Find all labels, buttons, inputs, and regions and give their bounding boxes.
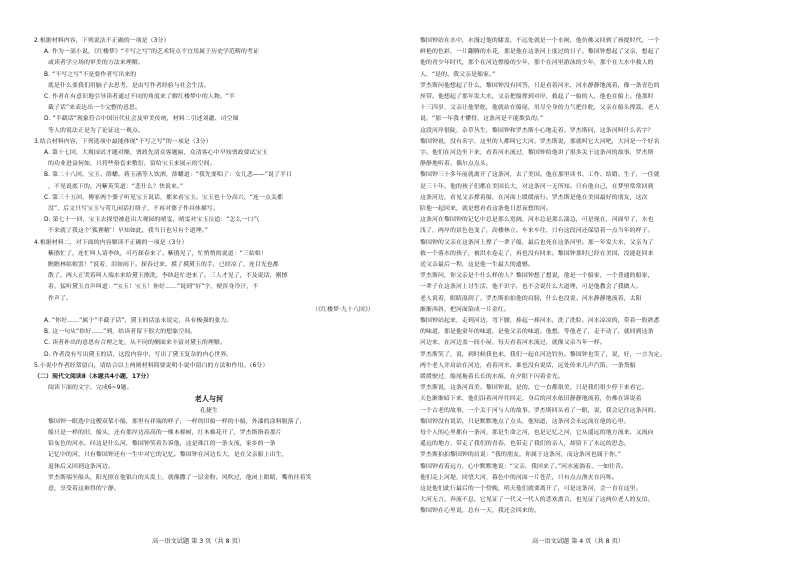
text-line: A. 第十七回，大观园试才题对额，贾政先请众客题匾，众清客心中早知贾政要试宝玉 [44, 150, 268, 156]
text-line: 人，“是的，我父亲是船家。” [420, 71, 496, 78]
text-line: 罗杰斯拍拍黎国钟的肩说：“我的朋友，你属于这条河，而这条河也属于你。” [420, 452, 622, 459]
text-line: （二）现代文阅读Ⅱ（本题共4小题，17分） [34, 374, 153, 380]
text-line: D. “半截话”现象符合中国历代社会及审美传统，材料二引述刘勰、司空图 [44, 116, 239, 123]
text-line: 4.根据材料二，对下面的内容解读不正确的一项是（3分） [34, 239, 188, 246]
text-line: 5.小说中作者经常留白，请结合以上两则材料简要说明小说中留白的方法和作用。（6分） [34, 362, 269, 369]
text-line: 没”，后文只写宝玉与莺儿闲话打络子，不再对婆子作具体描写。 [48, 206, 219, 212]
text-line: 3.结合材料内容，下列选项中最能体现“不写之写”的一项是（3分） [34, 138, 212, 145]
text-line: 黎国钟看着远方，心中默默地说：“父亲，我回来了。”河水流淌着，一如往昔。 [420, 463, 628, 470]
text-line: 铅灰色的河水，问这是什么河，黎国钟笑着告诉他，这是珠江的一条支流，家乡的一条 [48, 441, 276, 448]
text-line: 河边来，在河边盖一间小屋，每天看着河水流过，就像父亲当年一样。 [420, 340, 606, 347]
text-line: 截子话”来表达出一个完整的意思。 [48, 105, 142, 112]
text-line: B. 这一句从“你好……”到，给读者留下很大的想象空间。 [44, 329, 197, 336]
text-line: 着，猛听黛玉直声叫道：“宝玉！宝玉！你好……”说到“好”字，便浑身冷汗，不 [48, 284, 259, 291]
text-line: 散了。两人正哭着叫人端水来给黛玉擦洗，李纨赶忙进来了。三人才见了，不及说话，刚擦 [48, 273, 288, 280]
text-line: 渐渐西斜，把河面染成一片金红。 [420, 306, 510, 313]
text-line: 送父亲最后一程，这是他一生最大的遗憾。 [420, 262, 534, 268]
text-line: 救一个落水的孩子，被洪水卷走了，再也没有回来。黎国钟那时已经在美国，没能赶回来 [420, 250, 654, 257]
text-line: 船只是一样的旧，船头，还有那岸边高高的一棵木棉树，红木棉花开了，罗杰斯指着那片 [48, 430, 282, 436]
text-line: 缓缓驶过，船尾拖着长长的水痕，在夕阳下闪着金光。 [420, 374, 564, 380]
text-line: D. 作者没有写出黛玉的话，这段内容中，写出了黛玉复杂的内心世界。 [44, 351, 233, 358]
text-line: 等人的说法正是为了论证这一观点。 [48, 127, 144, 134]
footer-right-page-number: 高一语文试题 第 4 页（共 8 页） [532, 538, 624, 545]
right-column [410, 36, 760, 526]
text-line: 黎国钟没有说话，只是默默地点了点头，他知道，这条河会永远流在他的心里。 [420, 418, 630, 425]
text-line: 这条河在黎国钟的记忆中总是那么宽阔，河水总是那么湍急，可是现在，河面窄了，水也 [420, 217, 654, 224]
text-line: 意，享受着这难得的宁静。 [48, 486, 120, 492]
text-line: 不来就了我这个‘狐狸精’！早知如此，我当日也另有个道理。” [48, 228, 208, 235]
text-line: 孔捷生 [200, 407, 218, 414]
text-line: （《红楼梦·九十八回》） [312, 306, 374, 313]
text-line: 老人说着，眼睛湿润了。罗杰斯拍拍他的肩膀，什么也没说。河水静静地流着，太阳 [420, 295, 642, 302]
text-line: A. “你好……”属于“半截子话”，黛玉的话虽未说完，具有极强的张力。 [44, 318, 233, 324]
text-line: A. 作为一部小说，《红楼梦》“不写之写”的艺术特点不宜用属于历史学范畴的考证 [44, 49, 260, 56]
text-line: 黎国钟站在水中，水漫过他的膝盖，不远处就是一个水闸，他仿佛又回到了孩提时代，一个 [420, 38, 660, 44]
text-line: B. “不写之写”不是要作者写出来的 [44, 71, 137, 78]
text-line: C. 第三十五回，傅家两个婆子听见宝玉说话，都来看宝玉。宝玉也十分高兴，“连一点关都 [44, 194, 283, 201]
text-line: 黎国钟一眼选中这艘双桨小船，那里有祥瑞的样子，一样的旧船一样的小船，外漆的涂料脱落了， [48, 418, 306, 425]
text-line: 遥远的地方，带走了我们的青春，也带走了我们的亲人，却留下了永远的思念。 [420, 441, 630, 448]
text-line: 底是什么要我们用脑子去思考，是由写作者经验与社会生活。 [48, 82, 210, 89]
text-line: 紫鹃忙了，连忙叫人请李纨，可巧探春来了。紫鹃见了，忙悄悄的说道：“三姑娘！ [48, 250, 267, 257]
text-line: 说，“那一年我才懂得，这条河是不能欺负的。” [420, 116, 544, 123]
text-line: 大河无言，奔流不息，它见证了一代又一代人的悲欢离合，也见证了这两位老人的友谊。 [420, 497, 654, 504]
text-line: B. 第二十八回，宝玉、薛蟠、蒋玉菡等人饮酒，薛蟠道：“我先要唱了：女儿悲——”说了半日 [44, 172, 293, 179]
text-line: 作声了。 [48, 295, 72, 302]
text-line: C. 作者在有意识地引导读者通过不同的角度来了解红楼梦中的人物。“半 [44, 94, 236, 100]
text-line: 是三十年。他的孩子们都在美国长大，对这条河一无所知。只有他自己，在梦里常常回到 [420, 183, 654, 190]
text-line: 一辈子在这条河上讨生活，他不识字，也不会说什么大道理，可是他教会了我做人。 [420, 284, 642, 291]
text-line: 黎国钟站起来，走到河边，弯下腰，捧起一捧河水，洗了洗脸。河水凉凉的，带着一股熟悉 [420, 318, 660, 324]
text-line: C. 读者补出的意思有合理之处，从不同的侧面来丰富对黛玉的理解。 [44, 340, 226, 347]
text-line: 罗杰斯笑了，说，到时候我也来，我们一起在河边钓鱼。黎国钟也笑了，说，好，一言为定。 [420, 351, 666, 358]
text-line: 两个老人并肩站在河边，看着河水，谁也没有说话，远处传来几声汽笛，一条货船 [420, 362, 636, 369]
text-line: 2.根据材料内容，下列说法不正确的一项是（3分） [34, 38, 170, 44]
text-line: 他的青少年时代，那个在河边撑船的少年，那个在河里游泳的少年，那个在大水中救人的 [420, 60, 654, 67]
text-line: 的功业进益何如，只将些俗套来敷衍，留给宝玉来展示的空间。 [48, 161, 216, 168]
text-line: 静静地听着，偶尔点点头。 [420, 161, 492, 168]
text-line: 黎国钟的父亲在这条河上撑了一辈子船，最后也死在这条河里。那一年发大水，父亲为了 [420, 239, 654, 246]
text-line: 阅读下面的文字，完成6~9题。 [48, 385, 133, 392]
text-line: 这条河边，看见父亲撑着船，在河面上缓缓前行。罗杰斯是他在美国最好的朋友，这次 [420, 194, 648, 201]
text-line: 或读者学立场的审美的方法来理解。 [48, 60, 144, 67]
text-line: 黎国钟三十多年前就离开了这条河，去了美国。他在那里读书、工作、结婚、生子，一住就 [420, 172, 660, 179]
text-line: 陪他一起回来，就是想看看这条他日思夜想的河。 [420, 206, 552, 212]
text-line: 罗杰斯端坐船头，阳光照在他银白的头发上，就像撒了一层金粉。风吹过，他闭上眼睛，嘴角挂着笑 [48, 474, 312, 481]
left-column [34, 36, 384, 526]
text-line: 这段河岸很陡，杂草丛生，黎国钟和罗杰斯小心地走着。罗杰斯问，这条河叫什么名字？ [420, 127, 654, 134]
text-line: 的味道，那是他童年的味道，是他父亲的味道。他想，等他老了，走不动了，就回到这条 [420, 329, 654, 336]
text-line: 字。他们在河边坐下来，看着河水流过，黎国钟给他讲了很多关于这条河的故事，罗杰斯 [420, 150, 654, 156]
text-line: 天色渐渐暗下来，他们沿着河岸往回走，身后的河水依旧静静地流着，仿佛在诉说着 [420, 396, 642, 403]
text-line: ，不见说底下的。冯紫英笑道：“悲什么？快说来。” [48, 183, 184, 190]
text-line: 黎国钟在心里说，总有一天，我还会回来的。 [420, 508, 540, 515]
footer-left-page-number: 高一语文试题 第 3 页（共 8 页） [152, 538, 244, 545]
text-line: 罗杰斯说，这条河真美。黎国钟说，是的，它一直都很美，只是我们很少停下来看它。 [420, 385, 648, 392]
text-line: 十三四岁，父亲让他掌舵，他就站在船尾，用尽全身的力气把住舵，父亲在船头撑篙。老人 [420, 105, 660, 112]
text-line: 罗杰斯问他想起了什么，黎国钟没有回答，只是看着河水，河水静静地流着，像一条青色的 [420, 82, 660, 89]
text-line: 丝带。他想起了那年发大水，父亲把船撑到对岸，救起了一船的人，他也在船上。他那时 [420, 94, 654, 100]
text-line: 罗杰斯问，你父亲是个什么样的人？黎国钟想了想说，他是一个船家，一个普通的船家， [420, 273, 654, 280]
text-line: 瞧瞧林姑娘罢！”说着，泪如雨下。探春过来，摸了摸黛玉的手，已经凉了，连目光也都 [48, 262, 279, 268]
text-line: 记忆中的河，只有黎国钟还有一生中对它的记忆。黎国钟在河边长大，是在父亲船上出生， [48, 452, 288, 459]
text-line: 他们走上河堤，回望大河，暮色中的河面一片苍茫，只有点点渔火在闪烁。 [420, 474, 618, 481]
text-line: 老人与河 [194, 395, 224, 404]
text-line: 退休后又回到这条河边。 [48, 463, 114, 470]
text-line: 一个古老的故事，一个关于河与人的故事。罗杰斯回头看了一眼，说，我会记住这条河的。 [420, 407, 660, 414]
text-line: 这是他们此行最后的一个傍晚，明天他们就要离开了，可是这条河，会一直在这里。 [420, 486, 642, 492]
text-line: 黎国钟说，没有名字，这里的人都叫它大河。罗杰斯说，那就叫它大河吧，大河是一个好名 [420, 138, 660, 145]
text-line: 鲜艳的色彩，一片翻腾的水花，那是他在这条河上度过的日子。黎国钟想起了父亲，想起了 [420, 49, 660, 56]
text-line: 浅了，两岸的景色也变了，高楼林立，车来车往，只有这段河还保留着一点当年的样子。 [420, 228, 654, 235]
text-line: 每个人的心里都有一条河，那是生命之河，也是记忆之河，它从遥远的地方流来，又流向 [420, 430, 654, 436]
text-line: D. 第七十一回，宝玉去探望被赶出大观园的晴雯，晴雯对宝玉泣道：“怎么一口气 [44, 217, 260, 224]
